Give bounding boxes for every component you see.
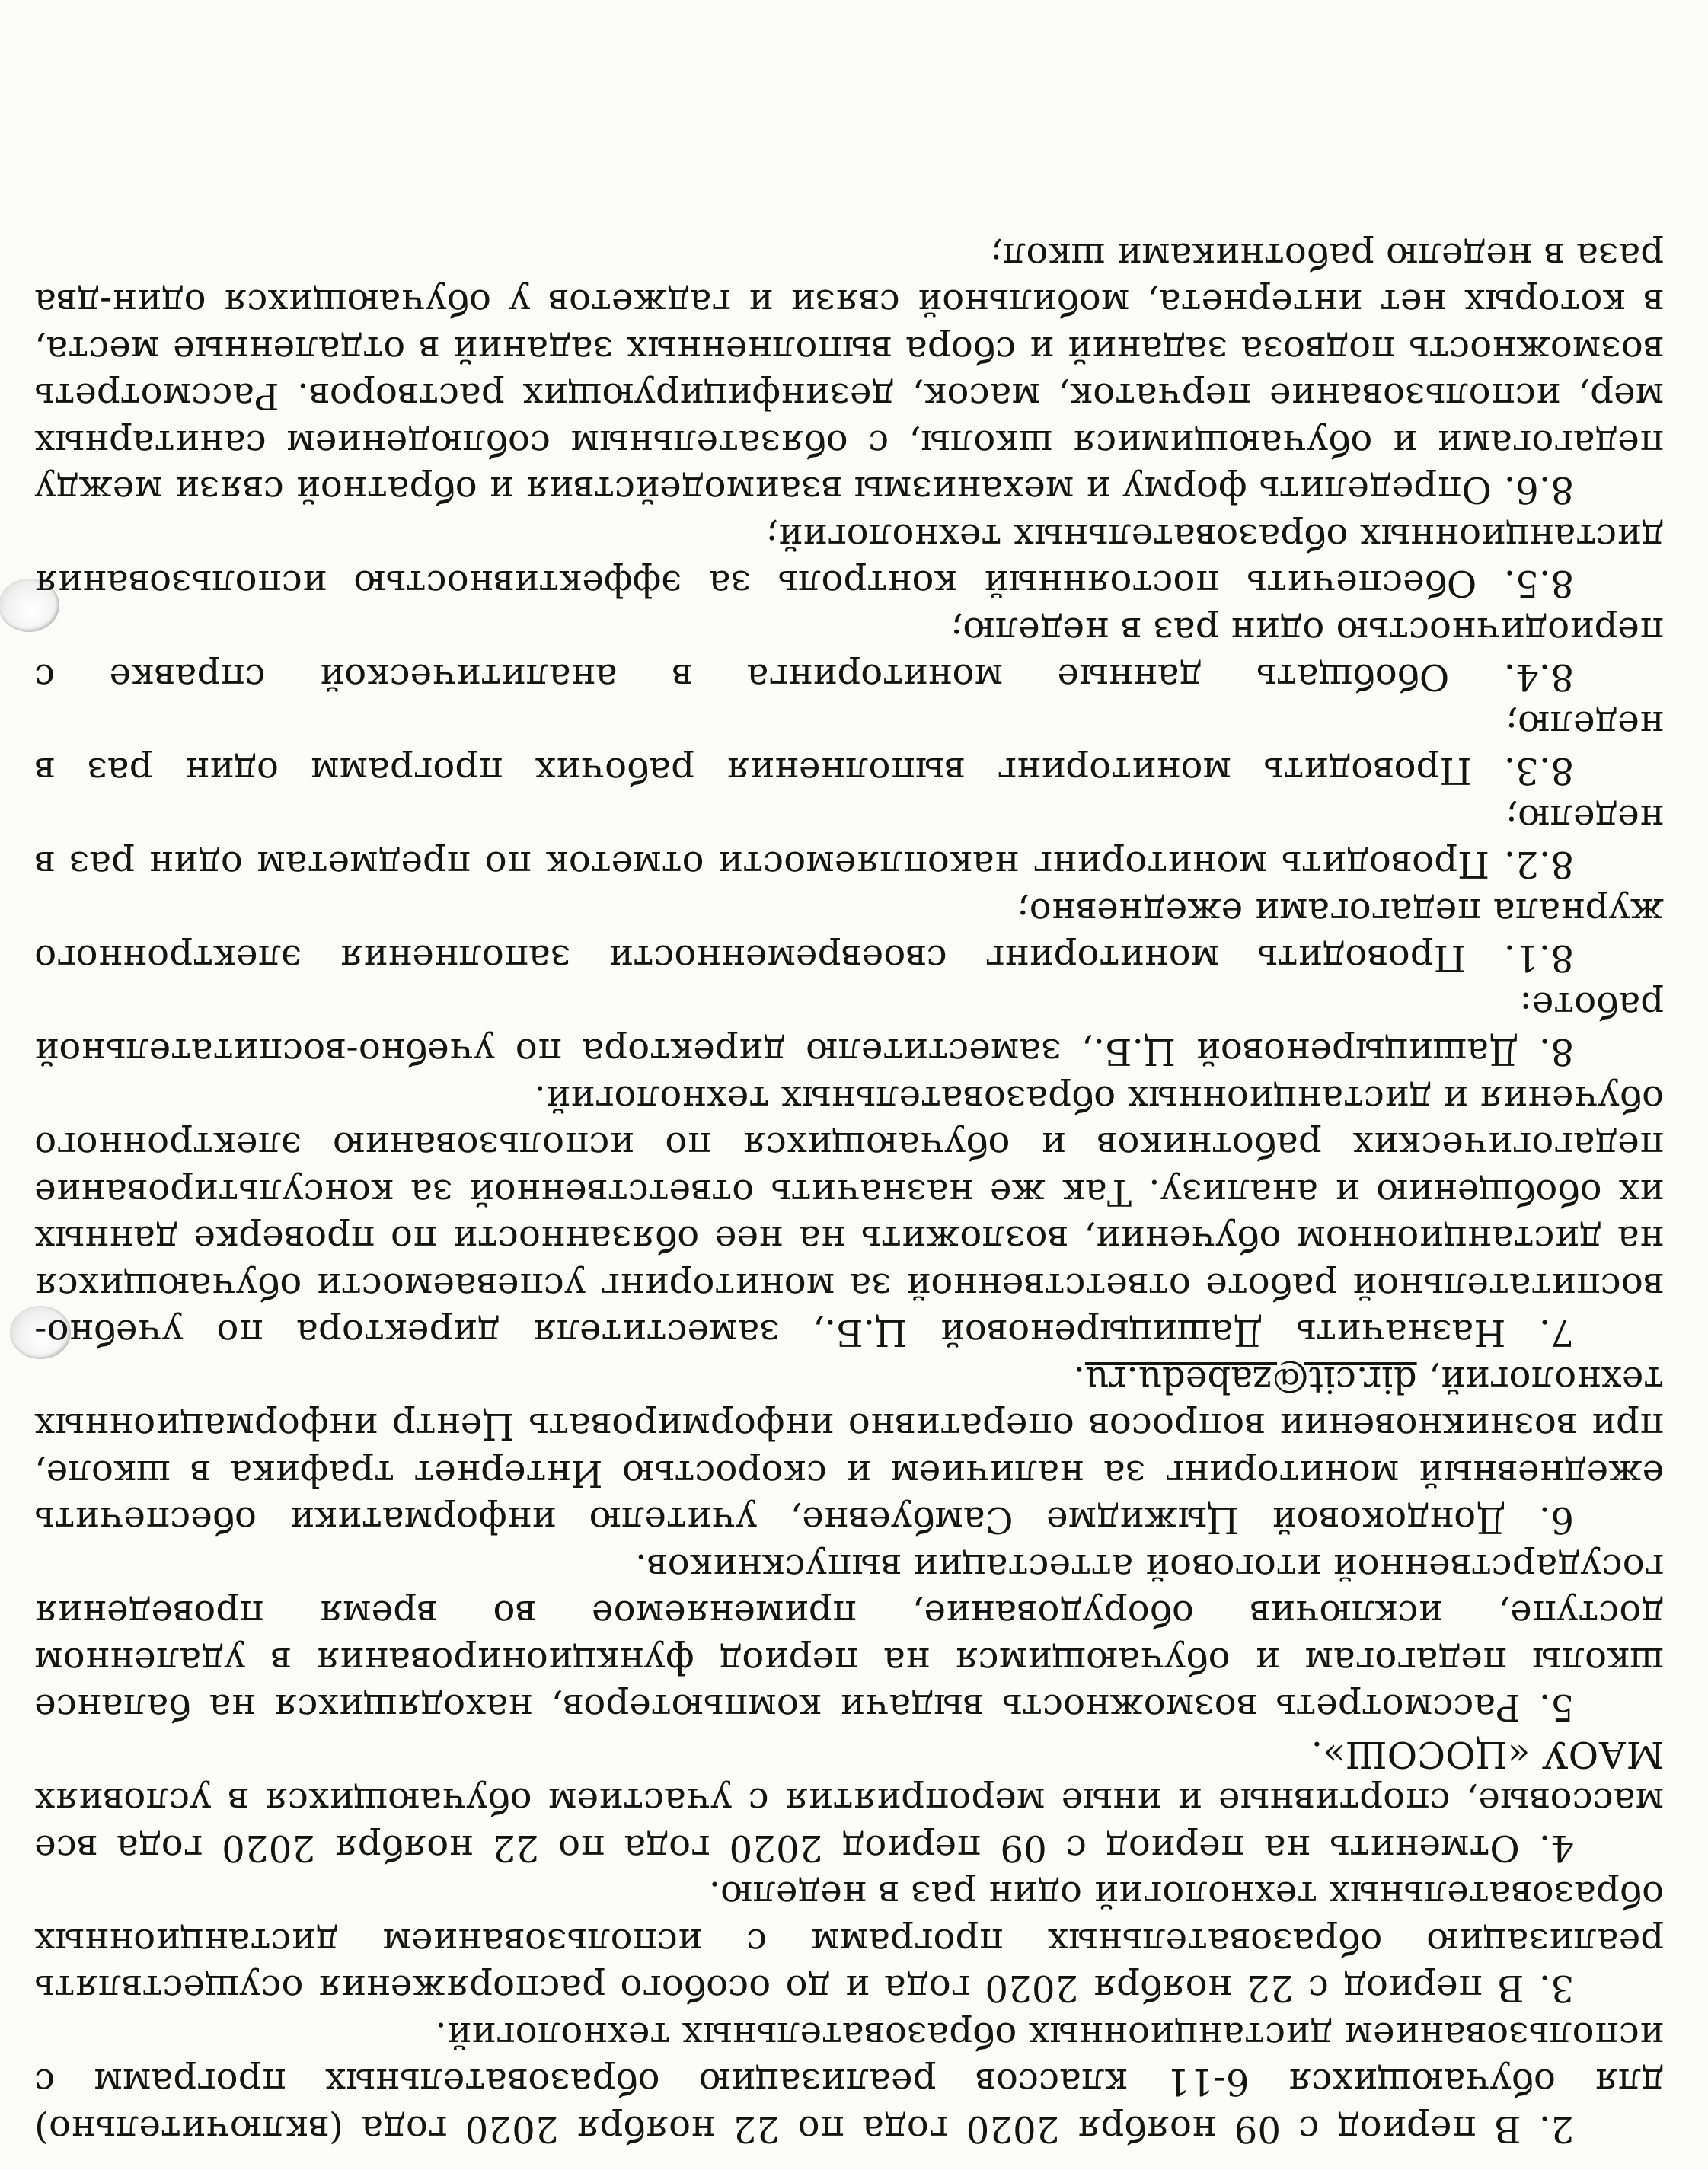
paragraph-text: Назначить Дашицыреновой Ц.Б., заместителя директора по учебно-воспитательной работе ответственной за мониторинг успеваемости обучающихся на дистанционном обучении, возложить на нее обязанности по проверке данных их обобщению и анализу. Так же назначить ответственной за консультирование педагогических работников и обучающихся по использованию электронного обучения и дистанционных образовательных технологий.	[34, 1077, 1664, 1355]
subitem-text: Проводить мониторинг выполнения рабочих программ один раз в неделю;	[34, 703, 1664, 793]
subitem-8-6	[34, 232, 1664, 513]
subitem-8-4	[34, 607, 1664, 700]
paragraph-text: Дашицыреновой Ц.Б., заместителю директора по учебно-воспитательной работе:	[34, 984, 1664, 1074]
subitem-text: Проводить мониторинг накопляемости отметок по предметам один раз в неделю;	[34, 796, 1664, 886]
paragraph-text: Рассмотреть возможность выдачи компьютеров, находящихся на балансе школы педагогам и обучающимся на период функционирования в удаленном доступе, исключив оборудование, применяемое во время проведения государственной итоговой аттестации выпускников.	[34, 1546, 1664, 1729]
subitem-8-1	[34, 888, 1664, 981]
paragraph-text: В период с 09 ноября 2020 года по 22 ноября 2020 года (включительно) для обучающихся 6-11 классов реализацию образовательных программ с использованием дистанционных образовательных технологий.	[34, 2014, 1664, 2150]
paragraph-number: 4.	[1538, 1827, 1574, 1869]
subitem-number: 8.3.	[1503, 749, 1574, 793]
paragraph-8	[34, 981, 1664, 1075]
paragraph-6	[34, 1356, 1664, 1543]
paragraph-number: 8.	[1538, 1030, 1574, 1074]
subitem-number: 8.2.	[1503, 843, 1574, 886]
subitem-number: 8.1.	[1503, 937, 1574, 980]
paragraph-3	[34, 1871, 1664, 2012]
paragraph-7	[34, 1075, 1664, 1356]
paragraph-text: Отменить на период с 09 период 2020 года по 22 ноября 2020 года все массовые, спортивные и иные мероприятия с участием обучающихся в условиях МАОУ «ЦОСОШ».	[34, 1733, 1664, 1869]
document-body	[34, 232, 1664, 2152]
paragraph-number: 5.	[1538, 1686, 1574, 1729]
paragraph-number: 2.	[1538, 2108, 1574, 2150]
subitem-number: 8.6.	[1503, 468, 1574, 512]
paragraph-number: 7.	[1538, 1311, 1574, 1355]
subitem-text: Проводить мониторинг своевременности заполнения электронного журнала педагогами ежедневно;	[34, 890, 1664, 980]
paragraph-text: Дондоковой Цыжидме Самбуевне, учителю информатики обеспечить ежедневный мониторинг за наличием и скоростью Интернет трафика в школе, при возникновении вопросов оперативно информировать Центр информационных технологий,	[34, 1358, 1664, 1542]
paragraph-2	[34, 2012, 1664, 2152]
subitem-8-5	[34, 513, 1664, 607]
subitem-8-3	[34, 700, 1664, 794]
email-link[interactable]: dir.cit@zabedu.ru	[1084, 1358, 1417, 1401]
paragraph-number: 3.	[1538, 1967, 1574, 2010]
paragraph-4	[34, 1731, 1664, 1872]
subitem-text: Обеспечить постоянный контроль за эффективностью использования дистанционных образовательных технологий;	[34, 515, 1664, 605]
paragraph-number: 6.	[1538, 1498, 1574, 1542]
paragraph-tail: .	[1073, 1358, 1085, 1401]
subitem-number: 8.5.	[1503, 562, 1574, 605]
subitem-number: 8.4.	[1503, 656, 1574, 699]
subitem-text: Обобщать данные мониторинга в аналитической справке с периодичностью один раз в неделю;	[34, 609, 1664, 699]
subitem-text: Определить форму и механизмы взаимодействия и обратной связи между педагогами и обучающимися школы, с обязательным соблюдением санитарных мер, использование перчаток, масок, дезинфицирующих растворов. Рассмотреть возможность подвоза заданий и сбора выполненных заданий в отдаленные места, в которых нет интернета, мобильной связи и гаджетов у обучающихся один-два раза в неделю работниками школ;	[34, 235, 1664, 512]
paragraph-text: В период с 22 ноября 2020 года и до особого распоряжения осуществлять реализацию образовательных программ с использованием дистанционных образовательных технологий один раз в неделю.	[34, 1873, 1664, 2010]
paragraph-5	[34, 1543, 1664, 1731]
subitem-8-2	[34, 794, 1664, 888]
